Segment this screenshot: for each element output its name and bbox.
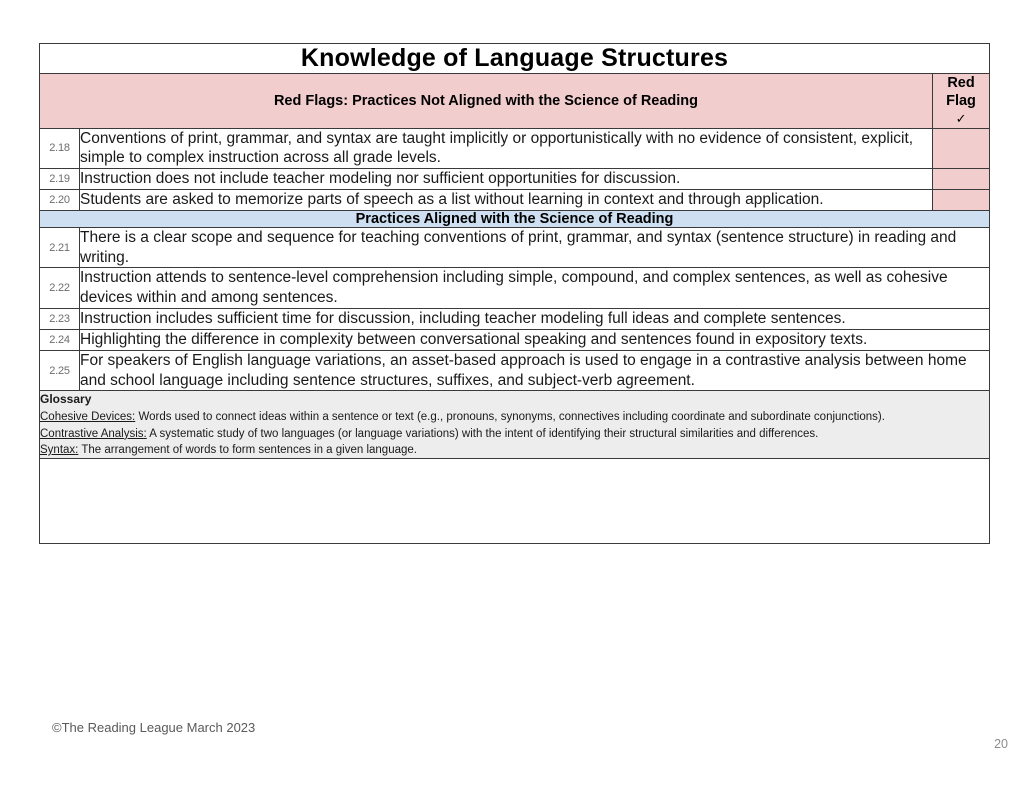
glossary-definition: Words used to connect ideas within a sentence or text (e.g., pronouns, synonyms, connectives including coordinate and subordinate conjunctions). bbox=[135, 411, 885, 424]
item-number: 2.24 bbox=[40, 329, 80, 350]
glossary-entry bbox=[40, 409, 989, 425]
glossary-entry bbox=[40, 442, 989, 458]
notes-row bbox=[40, 459, 990, 544]
checkmark-icon: ✓ bbox=[955, 111, 967, 127]
table-row bbox=[40, 227, 990, 268]
item-number: 2.19 bbox=[40, 169, 80, 190]
notes-area[interactable] bbox=[40, 459, 990, 544]
red-flag-checkbox-cell[interactable] bbox=[933, 128, 990, 169]
item-text: Highlighting the difference in complexity between conversational speaking and sentences found in expository texts. bbox=[80, 329, 990, 350]
item-text: Instruction attends to sentence-level comprehension including simple, compound, and complex sentences, as well as cohesive devices within and among sentences. bbox=[80, 268, 990, 309]
red-flags-banner-label: Red Flags: Practices Not Aligned with the Science of Reading bbox=[40, 74, 933, 129]
item-number: 2.23 bbox=[40, 309, 80, 330]
item-number: 2.25 bbox=[40, 350, 80, 391]
page-number: 20 bbox=[994, 737, 1008, 751]
item-text: There is a clear scope and sequence for teaching conventions of print, grammar, and syntax (sentence structure) in reading and writing. bbox=[80, 227, 990, 268]
red-flag-checkbox-cell[interactable] bbox=[933, 189, 990, 210]
table-row bbox=[40, 268, 990, 309]
item-number: 2.22 bbox=[40, 268, 80, 309]
aligned-practices-banner-label: Practices Aligned with the Science of Reading bbox=[40, 210, 990, 227]
glossary-heading: Glossary bbox=[40, 392, 92, 407]
table-row bbox=[40, 309, 990, 330]
red-flag-checkbox-cell[interactable] bbox=[933, 169, 990, 190]
item-number: 2.20 bbox=[40, 189, 80, 210]
glossary-entry bbox=[40, 426, 989, 442]
glossary-section bbox=[40, 391, 990, 459]
title-row bbox=[40, 44, 990, 74]
table-row bbox=[40, 350, 990, 391]
page-title: Knowledge of Language Structures bbox=[40, 44, 990, 74]
footer-copyright: ©The Reading League March 2023 bbox=[52, 720, 256, 735]
item-text: Conventions of print, grammar, and syntax are taught implicitly or opportunistically with no evidence of consistent, explicit, simple to complex instruction across all grade levels. bbox=[80, 128, 933, 169]
item-text: For speakers of English language variations, an asset-based approach is used to engage in a contrastive analysis between home and school language including sentence structures, suffixes, and subject-verb agreement. bbox=[80, 350, 990, 391]
glossary-term: Syntax: bbox=[40, 444, 79, 457]
aligned-banner-row bbox=[40, 210, 990, 227]
red-flag-column-header bbox=[933, 74, 990, 129]
knowledge-of-language-structures-table bbox=[39, 43, 990, 544]
item-text: Instruction includes sufficient time for discussion, including teacher modeling full ideas and complete sentences. bbox=[80, 309, 990, 330]
red-flags-banner-row bbox=[40, 74, 990, 129]
table-row bbox=[40, 329, 990, 350]
table-row bbox=[40, 169, 990, 190]
item-text: Students are asked to memorize parts of speech as a list without learning in context and through application. bbox=[80, 189, 933, 210]
glossary-term: Contrastive Analysis: bbox=[40, 427, 147, 440]
glossary-row bbox=[40, 391, 990, 459]
item-number: 2.21 bbox=[40, 227, 80, 268]
glossary-definition: A systematic study of two languages (or language variations) with the intent of identifying their structural similarities and differences. bbox=[146, 427, 819, 440]
item-number: 2.18 bbox=[40, 128, 80, 169]
table-row bbox=[40, 128, 990, 169]
glossary-definition: The arrangement of words to form sentences in a given language. bbox=[78, 444, 417, 457]
red-flag-header-line1: Red bbox=[947, 75, 975, 91]
glossary-term: Cohesive Devices: bbox=[40, 411, 136, 424]
red-flag-header-line2: Flag bbox=[946, 93, 976, 110]
item-text: Instruction does not include teacher modeling nor sufficient opportunities for discussion. bbox=[80, 169, 933, 190]
table-row bbox=[40, 189, 990, 210]
